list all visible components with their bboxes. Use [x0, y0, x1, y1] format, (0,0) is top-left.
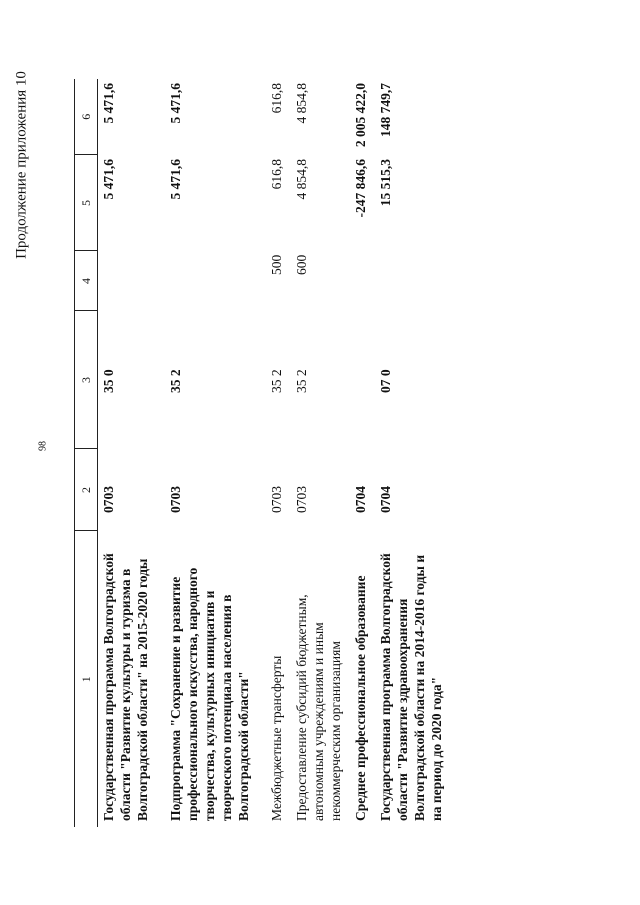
header-col-1: 1 — [75, 531, 98, 827]
row-name: Государственная программа Волгоградской области "Развитие культуры и туризма в Волгоградской области" на 2015-2020 годы — [101, 553, 150, 821]
table-row — [350, 79, 375, 827]
program-code: 35 2 — [269, 369, 284, 393]
section-code: 0704 — [378, 486, 393, 513]
program-code: 35 2 — [168, 369, 183, 393]
continuation-title: Продолжение приложения 10 — [13, 71, 30, 259]
expense-type — [98, 251, 166, 311]
amount-change: 5 471,6 — [101, 159, 116, 200]
header-col-3: 3 — [75, 311, 98, 449]
table-row — [291, 79, 350, 827]
rotated-budget-table — [74, 79, 594, 827]
expense-type: 500 — [269, 254, 284, 275]
table-row — [375, 79, 451, 827]
expense-type — [165, 251, 266, 311]
row-name: Межбюджетные трансферты — [269, 655, 284, 821]
amount-change: 616,8 — [269, 159, 284, 190]
program-code: 35 2 — [294, 369, 309, 393]
amount-change: -247 846,6 — [353, 159, 368, 218]
program-code: 35 0 — [101, 369, 116, 393]
expense-type — [375, 251, 451, 311]
amount-change: 4 854,8 — [294, 159, 309, 200]
amount-change: 15 515,3 — [378, 159, 393, 207]
header-col-6: 6 — [75, 79, 98, 155]
amount-total: 148 749,7 — [378, 83, 393, 137]
amount-total: 4 854,8 — [294, 83, 309, 124]
header-col-5: 5 — [75, 155, 98, 251]
amount-total: 5 471,6 — [101, 83, 116, 124]
table-row — [165, 79, 266, 827]
amount-total: 616,8 — [269, 83, 284, 114]
section-code: 0703 — [269, 486, 284, 513]
section-code: 0703 — [101, 486, 116, 513]
program-code — [350, 311, 375, 449]
amount-total: 2 005 422,0 — [353, 83, 368, 148]
row-name: Государственная программа Волгоградской области "Развитие здравоохранения Волгоградской области на 2014-2016 годы и на период до 2020 года" — [378, 553, 444, 821]
table-row — [98, 79, 166, 827]
header-row — [75, 79, 98, 827]
header-col-4: 4 — [75, 251, 98, 311]
row-name: Среднее профессиональное образование — [353, 575, 368, 821]
row-name: Подпрограмма "Сохранение и развитие профессионального искусства, народного творчества, культурных инициатив и творческого потенциала населения в Волгоградской области" — [168, 567, 251, 821]
header-col-2: 2 — [75, 449, 98, 531]
section-code: 0703 — [168, 486, 183, 513]
section-code: 0703 — [294, 486, 309, 513]
table-row — [266, 79, 291, 827]
program-code: 07 0 — [378, 369, 393, 393]
amount-total: 5 471,6 — [168, 83, 183, 124]
amount-change: 5 471,6 — [168, 159, 183, 200]
expense-type: 600 — [294, 254, 309, 275]
row-name: Предоставление субсидий бюджетным, автономным учреждениям и иным некоммерческим организациям — [294, 594, 343, 821]
expense-type — [350, 251, 375, 311]
budget-table — [74, 79, 451, 827]
section-code: 0704 — [353, 486, 368, 513]
page-number: 98 — [37, 441, 49, 451]
